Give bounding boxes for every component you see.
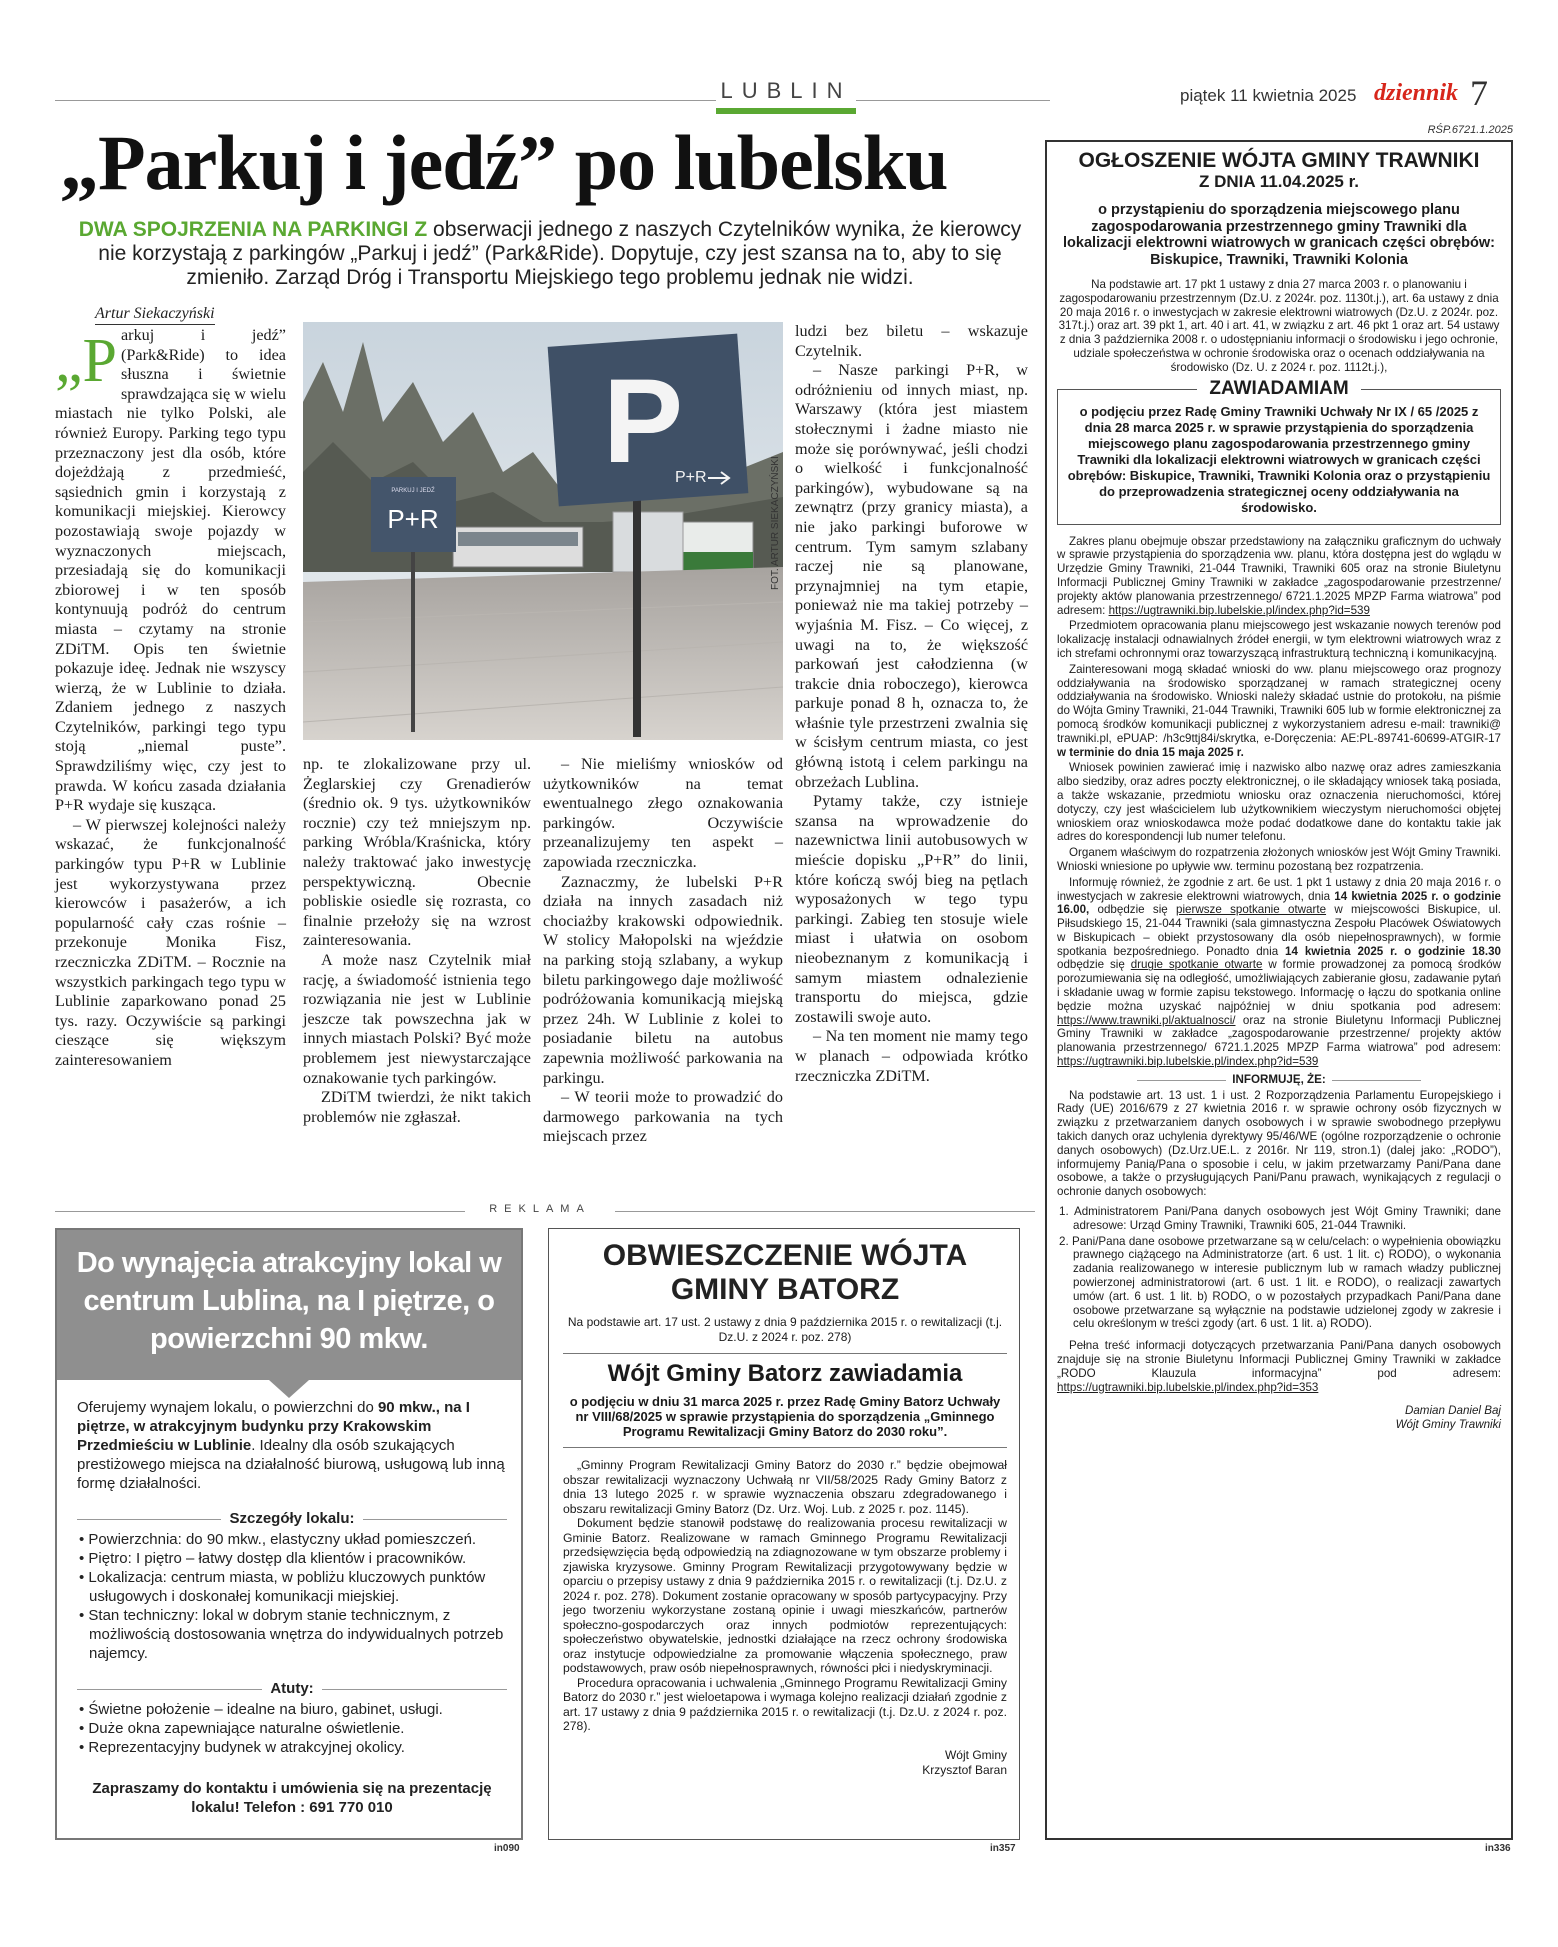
paragraph: Pytamy także, czy istnieje szansa na wprowadzenie do nazewnictwa linii autobusowych w mieście dopisku „P+R” do linii, które kończą swój bieg na pętlach wyposażonych w tego typu parkingi. Zabieg ten stosuje wiele miast i ułatwia on osobom nieobeznanym z komunikacją i samym miastem odnalezienie transportu do miejsca, gdzie zostawili swoje auto. bbox=[795, 792, 1028, 1026]
signature-name: Damian Daniel Baj bbox=[1404, 1404, 1501, 1418]
list-item: • Piętro: I piętro – łatwy dostęp dla klientów i pracowników. bbox=[77, 1549, 507, 1568]
ad-code: in090 bbox=[494, 1843, 520, 1854]
list-item: • Lokalizacja: centrum miasta, w pobliżu kluczowych punktów usługowych i doskonałej komunikacji miejskiej. bbox=[77, 1568, 507, 1606]
article-photo bbox=[303, 322, 783, 740]
list-item: • Świetne położenie – idealne na biuro, gabinet, usługi. bbox=[77, 1700, 507, 1719]
ad-divider-rule bbox=[55, 1211, 465, 1212]
rental-ad-headline: Do wynajęcia atrakcyjny lokal w centrum Lublina, na I piętrze, o powierzchni 90 mkw. bbox=[57, 1230, 521, 1380]
intro-text: Oferujemy wynajem lokalu, o powierzchni do bbox=[77, 1399, 378, 1416]
assets-heading: Atuty: bbox=[77, 1679, 507, 1698]
big-sign-letter: P bbox=[603, 354, 684, 488]
article-headline: „Parkuj i jedź” po lubelsku bbox=[60, 119, 948, 206]
small-sign-text: P+R bbox=[387, 504, 439, 534]
trawniki-subject: o przystąpieniu do sporządzenia miejscowego planu zagospodarowania przestrzennego gminy Trawniki dla lokalizacji elektrowni wiatrowych w granicach części obrębów: Biskupice, Trawniki, Trawniki Kolonia bbox=[1063, 202, 1495, 268]
paragraph: – Nasze parkingi P+R, w odróżnieniu od innych miast, np. Warszawy (która jest miastem stołecznymi i żadne miasto nie może się porównywać, jeśli chodzi o wielkość i funkcjonalność parkingów), wybudowane są na zewnątrz (przy granicy miasta), a nie jako parkingi buforowe w centrum. Tym samym szlabany raczej nie są planowane, przynajmniej na tym etapie, ponieważ nie ma takiej potrzeby – wyjaśnia M. Fisz. – Co więcej, z uwagi na to, że większość parkowań jest całodzienna (w trakcie dnia roboczego), kierowca parkuje ponad 8 h, oznacza to, że właśnie tyle przestrzeni zwalnia się w ścisłym centrum miasta, co jest główną istotą i celem parkingu na obrzeżach Lublina. bbox=[795, 361, 1028, 791]
trawniki-title: OGŁOSZENIE WÓJTA GMINY TRAWNIKI bbox=[1078, 149, 1480, 172]
big-sign-caption: P+R bbox=[675, 469, 707, 486]
rental-ad bbox=[55, 1228, 523, 1840]
paragraph: A może nasz Czytelnik miał rację, a świadomość istnienia tego rozwiązania nie jest w Lublinie jeszcze tak powszechna jak w innych miastach Polski? Być może problemem jest niewystarczające oznakowanie tych parkingów. bbox=[303, 950, 531, 1087]
rental-ad-contact: Zapraszamy do kontaktu i umówienia się na prezentację lokalu! Telefon : 691 770 010 bbox=[92, 1780, 492, 1816]
batorz-body bbox=[563, 1458, 1007, 1734]
news-link[interactable]: https://www.trawniki.pl/aktualnosci/ bbox=[1057, 1013, 1236, 1027]
notice-text: o podjęciu przez Radę Gminy Trawniki Uchwały Nr IX / 65 /2025 z dnia 28 marca 2025 r. w sprawie przystąpienia do sporządzenia miejscowego planu zagospodarowania przestrzennego gminy Trawniki dla lokalizacji elektrowni wiatrowych w granicach części obrębów: Biskupice, Trawniki, Trawniki Kolonia oraz o przystąpieniu do przeprowadzenia strategicznej oceny oddziaływania na środowisko. bbox=[1067, 403, 1491, 515]
rental-ad-notch bbox=[269, 1380, 309, 1398]
assets-list bbox=[77, 1700, 507, 1757]
bip-link[interactable]: https://ugtrawniki.bip.lubelskie.pl/index.php?id=539 bbox=[1057, 1055, 1319, 1069]
paragraph: Zaznaczmy, że lubelski P+R działa na innych zasadach niż chociażby krakowski odpowiednik. W stolicy Małopolski na wjeździe na parking stoją szlabany, a wykup biletu parkingowego daje możliwość podróżowania komunikacją miejską przez 24h. W Lublinie z kolei to posiadanie biletu na autobus zapewnia możliwość parkowania na parkingu. bbox=[543, 872, 783, 1087]
paragraph: Wniosek powinien zawierać imię i nazwisko albo nazwę oraz adres zamieszkania albo siedziby, oraz adres poczty elektronicznej, o ile składający wniosek taką posiada, a także wskazanie, przedmiotu wniosku oraz oznaczenia nieruchomości, której dotyczy, czy jest właścicielem lub użytkownikiem wieczystym nieruchomości objętej wnioskiem oraz wnioskodawca może podać dodatkowe dane do kontaktu takie jak adres do korespondencji lub numer telefonu. bbox=[1057, 761, 1501, 844]
paragraph: Przedmiotem opracowania planu miejscowego jest wskazanie nowych terenów pod lokalizację instalacji odnawialnych źródeł energii, w tym elektrowni wiatrowych wraz z ich strefami ochronnymi oraz towarzyszącą infrastrukturą techniczną i komunikacyjną. bbox=[1057, 619, 1501, 660]
bip-link[interactable]: https://ugtrawniki.bip.lubelskie.pl/index.php?id=539 bbox=[1108, 603, 1370, 617]
paragraph: Zainteresowani mogą składać wnioski do ww. planu miejscowego oraz prognozy oddziaływania na środowisko sporządzanej w ramach strategicznej oceny oddziaływania na środowisko. Wnioski należy składać ustnie do protokołu, na piśmie do Wójta Gminy Trawniki, 21-044 Trawniki, Trawniki 605 lub w formie elektronicznej za pomocą środków komunikacji publicznej z wykorzystaniem adresu e-mail: trawniki@ trawniki.pl, ePUAP: /h3c9ttj84i/skrytka, e-Doręczenia: AE:PL-89741-60699-ATGIR-17 w terminie do dnia 15 maja 2025 r. bbox=[1057, 662, 1501, 759]
intro-bold: 90 mkw., na I piętrze, w atrakcyjnym budynku przy Krakowskim Przedmieściu w Lublinie bbox=[77, 1399, 470, 1454]
paragraph: Organem właściwym do rozpatrzenia złożonych wniosków jest Wójt Gminy Trawniki. Wnioski wniesione po upływie ww. terminu pozostaną bez rozpatrzenia. bbox=[1057, 846, 1501, 873]
paragraph: Na podstawie art. 13 ust. 1 i ust. 2 Rozporządzenia Parlamentu Europejskiego i Rady (UE) 2016/679 z 27 kwietnia 2016 r. w sprawie ochrony osób fizycznych w związku z przetwarzaniem danych osobowych i w sprawie swobodnego przepływu takich danych oraz uchylenia dyrektywy 95/46/WE (ogólne rozporządzenie o ochronie danych osobowych) (Dz.Urz.UE.L. z 2016r. Nr 119, stron.1) (dalej jako: „RODO”), informujemy Panią/Pana o sposobie i celu, w jakim przetwarzamy Pani/Pana dane osobowe, a także o przysługujących Pani/Panu prawach, wynikających z regulacji o ochronie danych osobowych: bbox=[1057, 1088, 1501, 1199]
header-rule bbox=[55, 100, 1050, 101]
batorz-title: OBWIESZCZENIE WÓJTA GMINY BATORZ bbox=[602, 1239, 968, 1306]
paragraph: np. te zlokalizowane przy ul. Żeglarskiej czy Grenadierów (średnio ok. 9 tys. użytkowników rocznie) czy też mniejszym np. parking Wróbla/Kraśnicka, który należy traktować jako inwestycję perspektywiczną. Obecnie pobliskie osiedle się rozrasta, co finalnie przełoży się na wzrost zainteresowania. bbox=[303, 755, 531, 950]
batorz-notice bbox=[548, 1228, 1020, 1840]
paragraph: – Nie mieliśmy wniosków od użytkowników na temat ewentualnego złego oznakowania parkingów. Oczywiście przeanalizujemy ten aspekt – zapowiada rzeczniczka. bbox=[543, 755, 783, 871]
lead-text: obserwacji jednego z naszych Czytelników wynika, że kierowcy nie korzystają z parkingów „Parkuj i jedź” (Park&Ride). Dopytuje, czy jest szansa na to, aby to się zmieniło. Zarząd Dróg i Transportu Miejskiego tego problemu jednak nie widzi. bbox=[98, 218, 1022, 289]
intro-text: . Idealny dla osób szukających prestiżowego miejsca na działalność biurową, usługową lub inną formę działalności. bbox=[77, 1437, 505, 1492]
drop-cap: „P bbox=[55, 327, 117, 395]
trawniki-notice bbox=[1045, 140, 1513, 1840]
lead-kicker: DWA SPOJRZENIA NA PARKINGI Z bbox=[78, 218, 428, 241]
paragraph: Dokument będzie stanowił podstawę do realizowania procesu rewitalizacji w Gminie Batorz. Realizowane w ramach Gminnego Programu Rewitalizacji przedsięwzięcia będą odpowiedzią na zdiagnozowane w tym obszarze problemy i zjawiska kryzysowe. Gminny Program Rewitalizacji przygotowywany będzie w oparciu o przepisy ustawy z dnia 9 października 2015 r. o rewitalizacji (t.j. Dz.U. z 2024 r. poz. 278). Dokument zostanie opracowany w sposób partycypacyjny. Przy jego tworzeniu wykorzystane zostaną opinie i uwagi mieszkańców, partnerów społeczno-gospodarczych oraz innych podmiotów reprezentujących: społeczeństwo obywatelskie, jednostki działające na rzecz ochrony środowiska oraz instytucje odpowiedzialne za promowanie włączenia społecznego, praw podstawowych, praw osób niepełnosprawnych, równości płci i niedyskryminacji. bbox=[563, 1516, 1007, 1675]
inform-heading: INFORMUJĘ, ŻE: bbox=[1057, 1073, 1501, 1087]
list-item: • Stan techniczny: lokal w dobrym stanie technicznym, z możliwością dostosowania wnętrza do indywidualnych potrzeb najemcy. bbox=[77, 1606, 507, 1663]
list-item: • Duże okna zapewniające naturalne oświetlenie. bbox=[77, 1719, 507, 1738]
small-sign-caption: PARKUJ I JEDŹ bbox=[391, 488, 435, 494]
paragraph: ludzi bez biletu – wskazuje Czytelnik. bbox=[795, 322, 1028, 360]
article-column-3 bbox=[543, 755, 783, 1147]
article-column-1 bbox=[55, 326, 286, 1071]
batorz-subtitle: Wójt Gminy Batorz zawiadamia bbox=[607, 1360, 963, 1387]
details-list bbox=[77, 1530, 507, 1663]
batorz-signature bbox=[563, 1748, 1007, 1778]
section-accent-bar bbox=[716, 108, 856, 114]
rodo-link[interactable]: https://ugtrawniki.bip.lubelskie.pl/index.php?id=353 bbox=[1057, 1380, 1319, 1394]
notice-box bbox=[1057, 377, 1501, 525]
rodo-list bbox=[1057, 1205, 1501, 1331]
ad-divider-rule bbox=[615, 1211, 1035, 1212]
photo-credit: FOT. ARTUR SIEKACZYŃSKI bbox=[770, 456, 781, 590]
paragraph: arkuj i jedź” (Park&Ride) to idea słuszna i świetnie sprawdzająca się w wielu miastach nie tylko Polski, ale również Europy. Parking tego typu przeznaczony jest dla osób, które dojeżdżają z przedmieść, sąsiednich gmin i korzystają z komunikacji miejskiej. Kierowcy pozostawiają swoje pojazdy w wyznaczonych miejscach, przesiadają się do komunikacji zbiorowej i w ten sposób kontynuują podróż do centrum miasta – czytamy na stronie ZDiTM. Opis ten świetnie pokazuje ideę. Jednak nie wszyscy wierzą, że w Lublinie to działa. Zdaniem jednego z naszych Czytelników, parkingi tego typu stoją „niemal puste”. Sprawdziliśmy więc, czy jest to prawda. W końcu zasada działania P+R wydaje się kusząca. bbox=[55, 326, 286, 815]
page-number: 7 bbox=[1470, 73, 1488, 113]
batorz-decision: o podjęciu w dniu 31 marca 2025 r. przez Radę Gminy Batorz Uchwały nr VIII/68/2025 w sprawie przystąpienia do sporządzenia „Gminnego Programu Rewitalizacji Gminy Batorz do 2030 roku”. bbox=[563, 1394, 1007, 1448]
signature-name: Krzysztof Baran bbox=[922, 1762, 1007, 1777]
byline: Artur Siekaczyński bbox=[95, 305, 215, 325]
paragraph: – W teorii może to prowadzić do darmowego parkowania na tych miejscach przez bbox=[543, 1088, 783, 1146]
paragraph: – W pierwszej kolejności należy wskazać, że funkcjonalność parkingów typu P+R w Lublinie jest wykorzystywana przez kierowców i pasażerów, a ich popularność cały czas rośnie – przekonuje Monika Fisz, rzeczniczka ZDiTM. – Rocznie na wszystkich parkingach tego typu w Lublinie zaparkowano ponad 25 tys. razy. Oczywiście są parkingi cieszące się większym zainteresowaniem bbox=[55, 815, 286, 1069]
notice-heading: ZAWIADAMIAM bbox=[1058, 378, 1500, 400]
trawniki-reference: RŚP.6721.1.2025 bbox=[1427, 124, 1513, 136]
paragraph: Pełna treść informacji dotyczących przetwarzania Pani/Pana danych osobowych znajduje się na stronie Biuletynu Informacji Publicznej Gminy Trawniki w zakładce „RODO Klauzula informacyjna” pod adresem: https://ugtrawniki.bip.lubelskie.pl/index.php?id=353 bbox=[1057, 1339, 1501, 1394]
signature-role: Wójt Gminy bbox=[944, 1747, 1007, 1762]
paragraph: – Na ten moment nie mamy tego w planach – odpowiada krótko rzeczniczka ZDiTM. bbox=[795, 1027, 1028, 1085]
list-item: • Reprezentacyjny budynek w atrakcyjnej okolicy. bbox=[77, 1738, 507, 1757]
details-heading: Szczegóły lokalu: bbox=[77, 1509, 507, 1528]
paragraph: Zakres planu obejmuje obszar przedstawiony na załączniku graficznym do uchwały w sprawie przystąpienia do sporządzenia ww. planu, która dostępna jest do wglądu w Urzędzie Gminy Trawniki, 21-044 Trawniki, Trawniki 605 oraz na stronie Biuletynu Informacji Publicznej Gminy Trawniki w zakładce „zagospodarowanie przestrzenne/ projekty aktów planowania przestrzennego/ 6721.1.2025 MPZP Farma wiatrowa” pod adresem: https://ugtrawniki.bip.lubelskie.pl/index.php?id=539 bbox=[1057, 534, 1501, 617]
article-lead bbox=[70, 218, 1030, 290]
trawniki-signature bbox=[1057, 1404, 1501, 1432]
trawniki-body bbox=[1057, 535, 1501, 1395]
newspaper-logo: dziennik bbox=[1374, 80, 1459, 106]
ad-code: in357 bbox=[990, 1843, 1016, 1854]
list-item: • Powierzchnia: do 90 mkw., elastyczny układ pomieszczeń. bbox=[77, 1530, 507, 1549]
issue-date: piątek 11 kwietnia 2025 bbox=[1180, 86, 1357, 105]
rental-ad-intro bbox=[77, 1398, 507, 1493]
article-column-2 bbox=[303, 755, 531, 1127]
signature-role: Wójt Gminy Trawniki bbox=[1395, 1418, 1501, 1432]
paragraph: „Gminny Program Rewitalizacji Gminy Batorz do 2030 r.” będzie obejmował obszar rewitalizacji wyznaczony Uchwałą nr VII/58/2025 Rady Gminy Batorz z dnia 13 lutego 2025 r. w sprawie wyznaczenia obszaru zdegradowanego i obszaru rewitalizacji Gminy Batorz (Dz. Urz. Woj. Lub. z 2025 r. poz. 1145). bbox=[563, 1458, 1007, 1516]
rental-ad-body bbox=[77, 1398, 507, 1817]
batorz-legal-basis: Na podstawie art. 17 ust. 2 ustawy z dnia 9 października 2015 r. o rewitalizacji (t.j. Dz.U. z 2024 r. poz. 278) bbox=[563, 1315, 1007, 1354]
paragraph: Informuję również, że zgodnie z art. 6e ust. 1 pkt 1 ustawy z dnia 20 maja 2016 r. o inwestycjach w zakresie elektrowni wiatrowych, dnia 14 kwietnia 2025 r. o godzinie 16.00, odbędzie się pierwsze spotkanie otwarte w miejscowości Biskupice, ul. Piłsudskiego 15, 21-044 Trawniki (sala gimnastyczna Zespołu Placówek Oświatowych w Biskupicach – obiekt przystosowany dla osób niepełnosprawnych), w formie spotkania bezpośredniego. Ponadto dnia 14 kwietnia 2025 r. o godzinie 18.30 odbędzie się drugie spotkanie otwarte w formie prowadzonej za pomocą środków porozumiewania się na odległość, umożliwiających zabieranie głosu, zadawanie pytań i składanie uwag w formie zapisu tekstowego. Informację o łączu do spotkania online będzie można uzyskać najpóźniej w dniu spotkania pod adresem: https://www.trawniki.pl/aktualnosci/ oraz na stronie Biuletynu Informacji Publicznej Gminy Trawniki w zakładce „zagospodarowanie przestrzenne/ projekty aktów planowania przestrzennego/ 6721.1.2025 MPZP Farma wiatrowa” pod adresem: https://ugtrawniki.bip.lubelskie.pl/index.php?id=539 bbox=[1057, 875, 1502, 1069]
list-item: 1. Administratorem Pani/Pana danych osobowych jest Wójt Gminy Trawniki; dane adresowe: Urząd Gminy Trawniki, Trawniki 605, 21-044 Trawniki. bbox=[1059, 1205, 1501, 1232]
article-column-4 bbox=[795, 322, 1028, 1086]
section-label: LUBLIN bbox=[716, 78, 856, 104]
list-item: 2. Pani/Pana dane osobowe przetwarzane są w celu/celach: o wypełnienia obowiązku prawnego ciążącego na Administratorze (art. 6 ust. 1 lit. c) RODO), o wykonania zadania realizowanego w interesie publicznym lub w ramach władzy publicznej powierzonej administratorowi (art. 6 ust. 1 lit. e RODO), o realizacji zawartych umów (art. 6 ust. 1 lit. b) RODO, o w pozostałych przypadkach Pani/Pana dane osobowe przetwarzane są wyłącznie na podstawie udzielonej zgody w zakresie i celu określonym w treści zgody (art. 6 ust. 1 lit. a) RODO). bbox=[1059, 1234, 1501, 1331]
parking-photo-illustration bbox=[303, 322, 783, 740]
paragraph: Procedura opracowania i uchwalenia „Gminnego Programu Rewitalizacji Gminy Batorz do 2030 r.” jest wieloetapowa i wymaga kolejno realizacji działań zgodnie z art. 17 ustawy z dnia 9 października 2015 r. o rewitalizacji (t.j. Dz.U. z 2024 r. poz. 278). bbox=[563, 1675, 1007, 1733]
paragraph: ZDiTM twierdzi, że nikt takich problemów nie zgłaszał. bbox=[303, 1088, 531, 1126]
ad-code: in336 bbox=[1485, 1843, 1511, 1854]
trawniki-date: Z DNIA 11.04.2025 r. bbox=[1198, 172, 1360, 191]
ad-divider-label: REKLAMA bbox=[489, 1203, 591, 1215]
trawniki-legal-basis: Na podstawie art. 17 pkt 1 ustawy z dnia 27 marca 2003 r. o planowaniu i zagospodarowaniu przestrzennym (Dz.U. z 2024r. poz. 1130t.j.), art. 6a ustawy z dnia 20 maja 2016 r. o inwestycjach w zakresie elektrowni wiatrowych (Dz.U. z 2024r. poz. 317t.j.) oraz art. 39 pkt 1, art. 40 i art. 41, w związku z art. 46 pkt 1 oraz art. 54 ustawy z dnia 3 października 2008 r. o udostępnianiu informacji o środowisku i jego ochronie, udziale społeczeństwa w ochronie środowiska oraz o ocenach oddziaływania na środowisko (Dz. U. z 2024 r. poz. 1112t.j.), bbox=[1058, 278, 1500, 374]
